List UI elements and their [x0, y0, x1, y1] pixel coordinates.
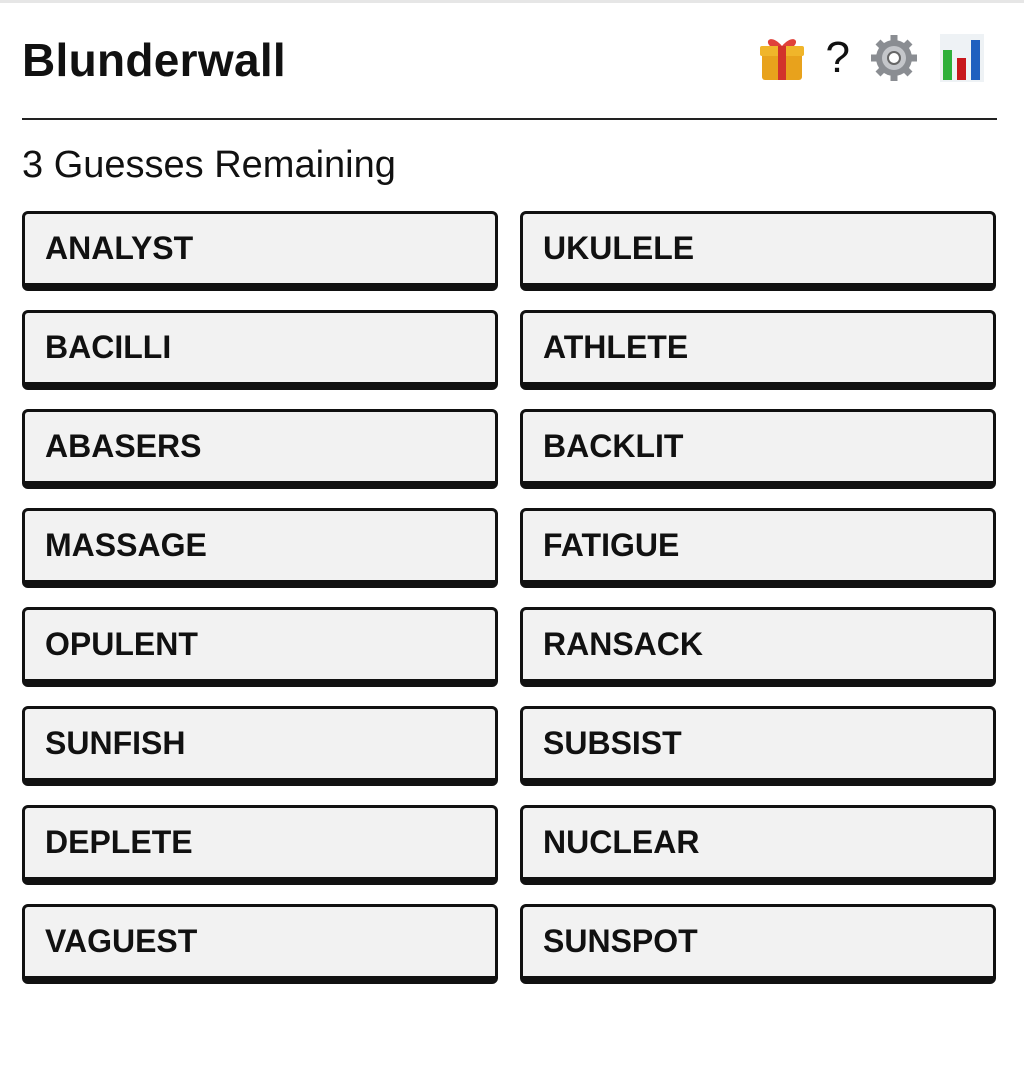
word-tile[interactable]: UKULELE [520, 211, 996, 291]
word-tile[interactable]: VAGUEST [22, 904, 498, 984]
word-tile[interactable]: DEPLETE [22, 805, 498, 885]
word-grid [22, 211, 996, 984]
word-tile[interactable]: ATHLETE [520, 310, 996, 390]
word-tile[interactable]: SUNSPOT [520, 904, 996, 984]
word-tile[interactable]: ABASERS [22, 409, 498, 489]
word-tile[interactable]: SUNFISH [22, 706, 498, 786]
word-tile[interactable]: FATIGUE [520, 508, 996, 588]
guesses-remaining: 3 Guesses Remaining [22, 144, 396, 186]
word-tile[interactable]: OPULENT [22, 607, 498, 687]
word-tile[interactable]: BACKLIT [520, 409, 996, 489]
word-tile[interactable]: RANSACK [520, 607, 996, 687]
gear-icon[interactable] [868, 32, 920, 84]
header-icons [756, 32, 986, 84]
header-divider [22, 118, 997, 120]
word-tile[interactable]: NUCLEAR [520, 805, 996, 885]
app-title: Blunderwall [22, 34, 287, 86]
gift-icon[interactable] [756, 32, 808, 84]
stats-icon[interactable] [938, 32, 986, 84]
word-tile[interactable]: MASSAGE [22, 508, 498, 588]
word-tile[interactable]: ANALYST [22, 211, 498, 291]
help-icon[interactable]: ? [825, 33, 850, 82]
word-tile[interactable]: SUBSIST [520, 706, 996, 786]
word-tile[interactable]: BACILLI [22, 310, 498, 390]
top-border [0, 0, 1024, 3]
